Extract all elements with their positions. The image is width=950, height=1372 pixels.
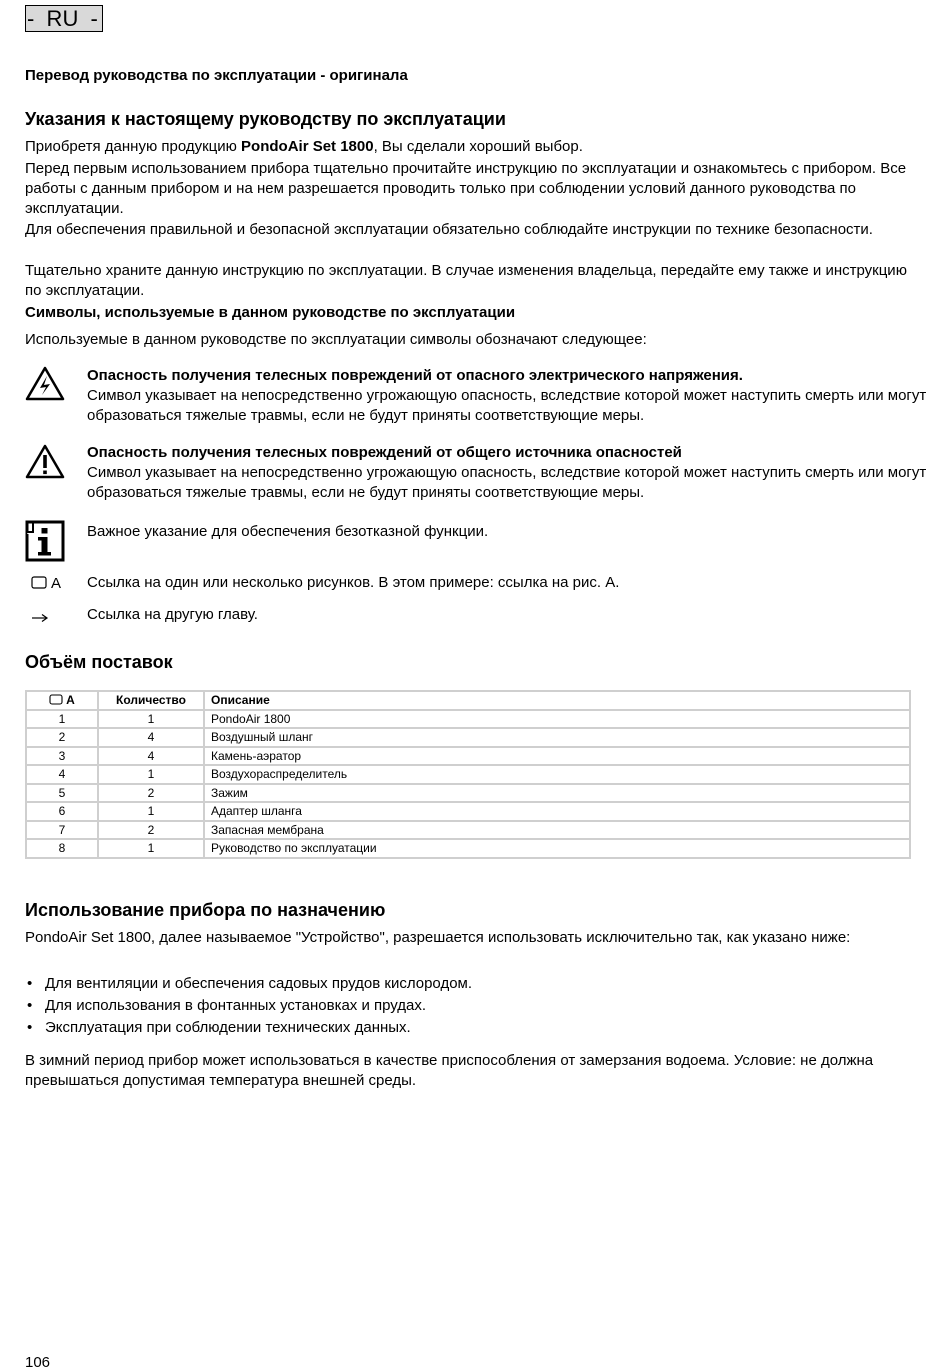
row-quantity: 2 — [98, 784, 204, 803]
row-figure: 5 — [26, 784, 98, 803]
row-quantity: 2 — [98, 821, 204, 840]
intro-text-before: Приобретя данную продукцию — [25, 138, 242, 155]
row-description: Руководство по эксплуатации — [204, 839, 910, 858]
row-quantity: 1 — [98, 710, 204, 729]
winter-paragraph: В зимний период прибор может использоваться в качестве приспособления от замерзания водоема. Условие: не должна превышаться допустимая температура внешней среды. — [25, 1052, 874, 1089]
figure-column-header — [26, 691, 98, 710]
row-figure: 4 — [26, 765, 98, 784]
language-tag: - RU - — [25, 5, 103, 32]
table-row — [26, 839, 910, 858]
row-description: Воздушный шланг — [204, 728, 910, 747]
scope-heading: Объём поставок — [25, 652, 173, 672]
row-figure: 8 — [26, 839, 98, 858]
read-instructions-paragraph: Перед первым использованием прибора тщательно прочитайте инструкцию по эксплуатации и ознакомьтесь с прибором. Все работы с данным прибором и на нем разрешается проводить только при соблюдении условий данного руководства по эксплуатации. — [25, 160, 907, 217]
notes-heading: Указания к настоящему руководству по эксплуатации — [25, 109, 506, 129]
symbol-figure-reference — [25, 573, 925, 595]
symbol-general-title: Опасность получения телесных повреждений от общего источника опасностей — [87, 444, 682, 461]
quantity-column-header: Количество — [98, 691, 204, 710]
row-quantity: 1 — [98, 802, 204, 821]
intended-use-heading: Использование прибора по назначению — [25, 900, 386, 920]
row-description: Воздухораспределитель — [204, 765, 910, 784]
symbol-info-text: Важное указание для обеспечения безотказной функции. — [87, 523, 489, 540]
symbol-electric-hazard — [25, 366, 925, 426]
page-number: 106 — [25, 1354, 51, 1371]
table-row — [26, 765, 910, 784]
row-quantity: 4 — [98, 728, 204, 747]
row-description: Адаптер шланга — [204, 802, 910, 821]
intended-use-list — [25, 973, 905, 1039]
row-quantity: 4 — [98, 747, 204, 766]
description-column-header: Описание — [204, 691, 910, 710]
table-row — [26, 802, 910, 821]
figure-reference-icon — [49, 694, 63, 705]
intro-text-after: , Вы сделали хороший выбор. — [373, 138, 583, 155]
symbol-chapter-text: Ссылка на другую главу. — [87, 606, 258, 623]
storage-paragraph: Тщательно храните данную инструкцию по эксплуатации. В случае изменения владельца, передайте ему также и инструкцию по эксплуатации. — [25, 262, 907, 299]
symbol-chapter-reference — [25, 605, 925, 627]
row-figure: 6 — [26, 802, 98, 821]
product-name: PondoAir Set 1800 — [241, 138, 374, 155]
list-item: • Эксплуатация при соблюдении технических данных. — [25, 1017, 905, 1039]
symbols-heading: Символы, используемые в данном руководстве по эксплуатации — [25, 304, 516, 321]
row-quantity: 1 — [98, 839, 204, 858]
figure-column-label: A — [66, 693, 75, 708]
table-row — [26, 747, 910, 766]
electric-hazard-icon — [25, 366, 65, 407]
general-hazard-icon — [25, 444, 65, 485]
safety-paragraph: Для обеспечения правильной и безопасной эксплуатации обязательно соблюдайте инструкции по технике безопасности. — [25, 221, 873, 238]
figure-reference-icon — [31, 574, 61, 594]
symbol-general-text: Символ указывает на непосредственно угрожающую опасность, вследствие которой может наступить смерть или могут образоваться тяжелые травмы, если не будут приняты соответствующие меры. — [87, 464, 927, 501]
table-row — [26, 728, 910, 747]
list-item: • Для вентиляции и обеспечения садовых прудов кислородом. — [25, 973, 905, 995]
row-figure: 7 — [26, 821, 98, 840]
info-icon — [25, 520, 65, 567]
row-figure: 3 — [26, 747, 98, 766]
scope-table-header — [26, 691, 910, 710]
arrow-right-icon — [31, 606, 49, 631]
table-row — [26, 821, 910, 840]
symbol-electric-text: Символ указывает на непосредственно угрожающую опасность, вследствие которой может наступить смерть или могут образоваться тяжелые травмы, если не будут приняты соответствующие меры. — [87, 387, 927, 424]
symbol-info — [25, 520, 925, 562]
symbol-general-hazard — [25, 443, 925, 503]
row-description: PondoAir 1800 — [204, 710, 910, 729]
table-row — [26, 784, 910, 803]
intended-use-intro: PondoAir Set 1800, далее называемое "Устройство", разрешается использовать исключительно так, как указано ниже: — [25, 929, 851, 946]
row-description: Запасная мембрана — [204, 821, 910, 840]
symbol-electric-title: Опасность получения телесных повреждений от опасного электрического напряжения. — [87, 367, 743, 384]
figure-reference-label: A — [51, 575, 62, 592]
list-item: • Для использования в фонтанных установках и прудах. — [25, 995, 905, 1017]
scope-table — [25, 690, 911, 859]
row-description: Камень-аэратор — [204, 747, 910, 766]
table-row — [26, 710, 910, 729]
row-description: Зажим — [204, 784, 910, 803]
symbols-intro: Используемые в данном руководстве по эксплуатации символы обозначают следующее: — [25, 331, 647, 348]
row-quantity: 1 — [98, 765, 204, 784]
intro-paragraph — [25, 137, 925, 157]
row-figure: 2 — [26, 728, 98, 747]
document-title: Перевод руководства по эксплуатации - оригинала — [25, 67, 408, 84]
symbol-figure-text: Ссылка на один или несколько рисунков. В этом примере: ссылка на рис. A. — [87, 574, 620, 591]
row-figure: 1 — [26, 710, 98, 729]
